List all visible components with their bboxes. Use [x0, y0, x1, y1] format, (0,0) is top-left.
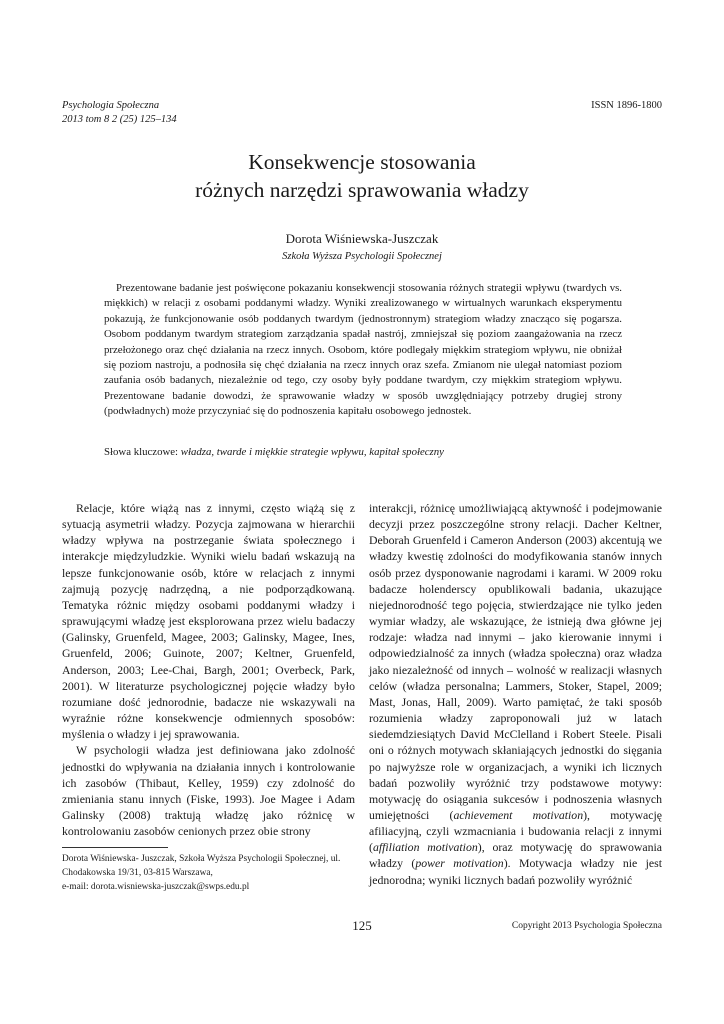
emphasis-term: achievement motivation — [453, 807, 584, 822]
issn-label: ISSN 1896-1800 — [591, 100, 662, 111]
emphasis-term: affiliation motivation — [372, 840, 478, 855]
author-affiliation: Szkoła Wyższa Psychologii Społecznej — [282, 251, 442, 262]
page-number: 125 — [352, 918, 372, 933]
body-paragraph — [369, 500, 662, 888]
title-line-1: Konsekwencje stosowania — [248, 150, 476, 174]
journal-name: Psychologia Społeczna — [62, 100, 160, 111]
footnote-email: e-mail: dorota.wisniewska-juszczak@swps.edu.pl — [62, 882, 250, 892]
abstract: Prezentowane badanie jest poświęcone pokazaniu konsekwencji stosowania różnych strategii wpływu (twardych vs. miękkich) w relacji z osobami poddanymi władzy. Wyniki zrealizowanego w wirtualnych warunkach eksperymentu pokazują, że funkcjonowanie osób poddanych twardym (jednostronnym) strategiom władzy znacząco się pogarsza. Osobom poddanym twardym strategiom zarządzania spadał nastrój, zmniejszał się poziom zaangażowania na rzecz przełożonego oraz chęć działania na rzecz innych. Osobom, które podlegały miękkim strategiom wpływu, nie obniżał się poziom nastroju, a podnosiła się chęć działania na rzecz innych oraz szefa. Zmianom nie ulegał natomiast poziom zaufania osób badanych, niezależnie od tego, czy osoby były poddane twardym, czy miękkim strategiom wpływu. Prezentowane badanie dowodzi, że sprawowanie władzy w sposób uwzględniający potrzeby drugiej strony (podwładnych) może przyczyniać się do podnoszenia kapitału osobowego jednostek. — [104, 282, 622, 418]
body-text: interakcji, różnicę umożliwiającą aktywność i podejmowanie decyzji przez poszczególne strony relacji. Dacher Keltner, Deborah Gruenfeld i Cameron Anderson (2003) akcentują we władzy kwestię zdolności do modyfikowania stanów innych osób przez dysponowanie nagrodami i karami. W 2009 roku badacze holenderscy opublikowali badania, ukazujące niejednorodność tego pojęcia, stwierdzające nie tylko jeden wymiar władzy, ale wskazujące, że istnieją dwa główne jej rodzaje: władza nad innymi – jako kierowanie innymi i odpowiedzialność za innych (władza społeczna) oraz władza jako niezależność od innych – wolność w realizacji własnych celów (władza personalna; Lammers, Stoker, Stapel, 2009; Mast, Jonas, Hall, 2009). Warto pamiętać, że taki sposób rozumienia władzy zaproponowali już w latach siedemdziesiątych David McClelland i Robert Steele. Pisali oni o różnych motywach skłaniających jednostki do sięgania po najwyższe role w organizacjach, a wyniki ich licznych badań pozwoliły wyróżnić trzy podstawowe motywy: motywację do osiągania sukcesów i podnoszenia własnych umiejętności ( — [369, 501, 662, 822]
footnote-address: Dorota Wiśniewska- Juszczak, Szkoła Wyższa Psychologii Społecznej, ul. Chodakowska 19/31, 03-815 Warszawa, — [62, 854, 341, 878]
article-title — [62, 148, 662, 204]
journal-header — [62, 99, 177, 127]
footnote-divider — [62, 847, 168, 848]
body-paragraph: Relacje, które wiążą nas z innymi, często wiążą się z sytuacją asymetrii władzy. Pozycja zajmowana w hierarchii władzy wpływa na postrzeganie świata społecznego i interakcje międzyludzkie. Wyniki wielu badań wskazują na lepsze funkcjonowanie osób, które w relacjach z innymi zajmują pozycję nadrzędną, a nie podporządkowaną. Tematyka różnic między osobami poddanymi władzy i sprawującymi władzę jest eksplorowana przez wielu badaczy (Galinsky, Gruenfeld, Magee, 2003; Galinsky, Magee, Ines, Gruenfeld, 2006; Guinote, 2007; Keltner, Gruenfeld, Anderson, 2003; Lee-Chai, Bargh, 2001; Overbeck, Park, 2001). W literaturze psychologicznej pojęcie władzy było rozumiane dość jednorodnie, badacze nie wskazywali na wyraźnie różne konsekwencje odmiennych sposobów: myślenia o władzy i jej sprawowania. — [62, 501, 355, 742]
body-text: ), oraz motywację do sprawowania władzy ( — [369, 840, 663, 871]
body-column-right — [369, 500, 662, 888]
footnote — [62, 852, 355, 894]
body-column-left — [62, 500, 355, 839]
body-text: ). Motywacja władzy nie jest jednorodna; wyniki licznych badań pozwoliły wyróżnić — [369, 856, 662, 887]
keywords-label: Słowa kluczowe: — [104, 446, 181, 458]
title-line-2: różnych narzędzi sprawowania władzy — [195, 178, 529, 202]
keywords — [104, 445, 622, 460]
journal-volume: 2013 tom 8 2 (25) 125–134 — [62, 114, 177, 125]
body-text: ), motywację afiliacyjną, czyli wzmacniania i budowania relacji z innymi ( — [369, 807, 662, 855]
emphasis-term: power motivation — [415, 856, 504, 871]
copyright-notice: Copyright 2013 Psychologia Społeczna — [511, 921, 662, 931]
keywords-text: władza, twarde i miękkie strategie wpływu, kapitał społeczny — [180, 446, 444, 458]
author-name: Dorota Wiśniewska-Juszczak — [285, 231, 439, 246]
body-paragraph: W psychologii władza jest definiowana jako zdolność jednostki do wpływania na działania innych i kontrolowanie ich zasobów (Thibaut, Kelley, 1959) czy zdolność do zmieniania stanu innych (Fiske, 1993). Joe Magee i Adam Galinsky (2008) traktują władzę jako różnicę w kontrolowaniu zasobów cenionych przez obie strony — [62, 743, 355, 839]
